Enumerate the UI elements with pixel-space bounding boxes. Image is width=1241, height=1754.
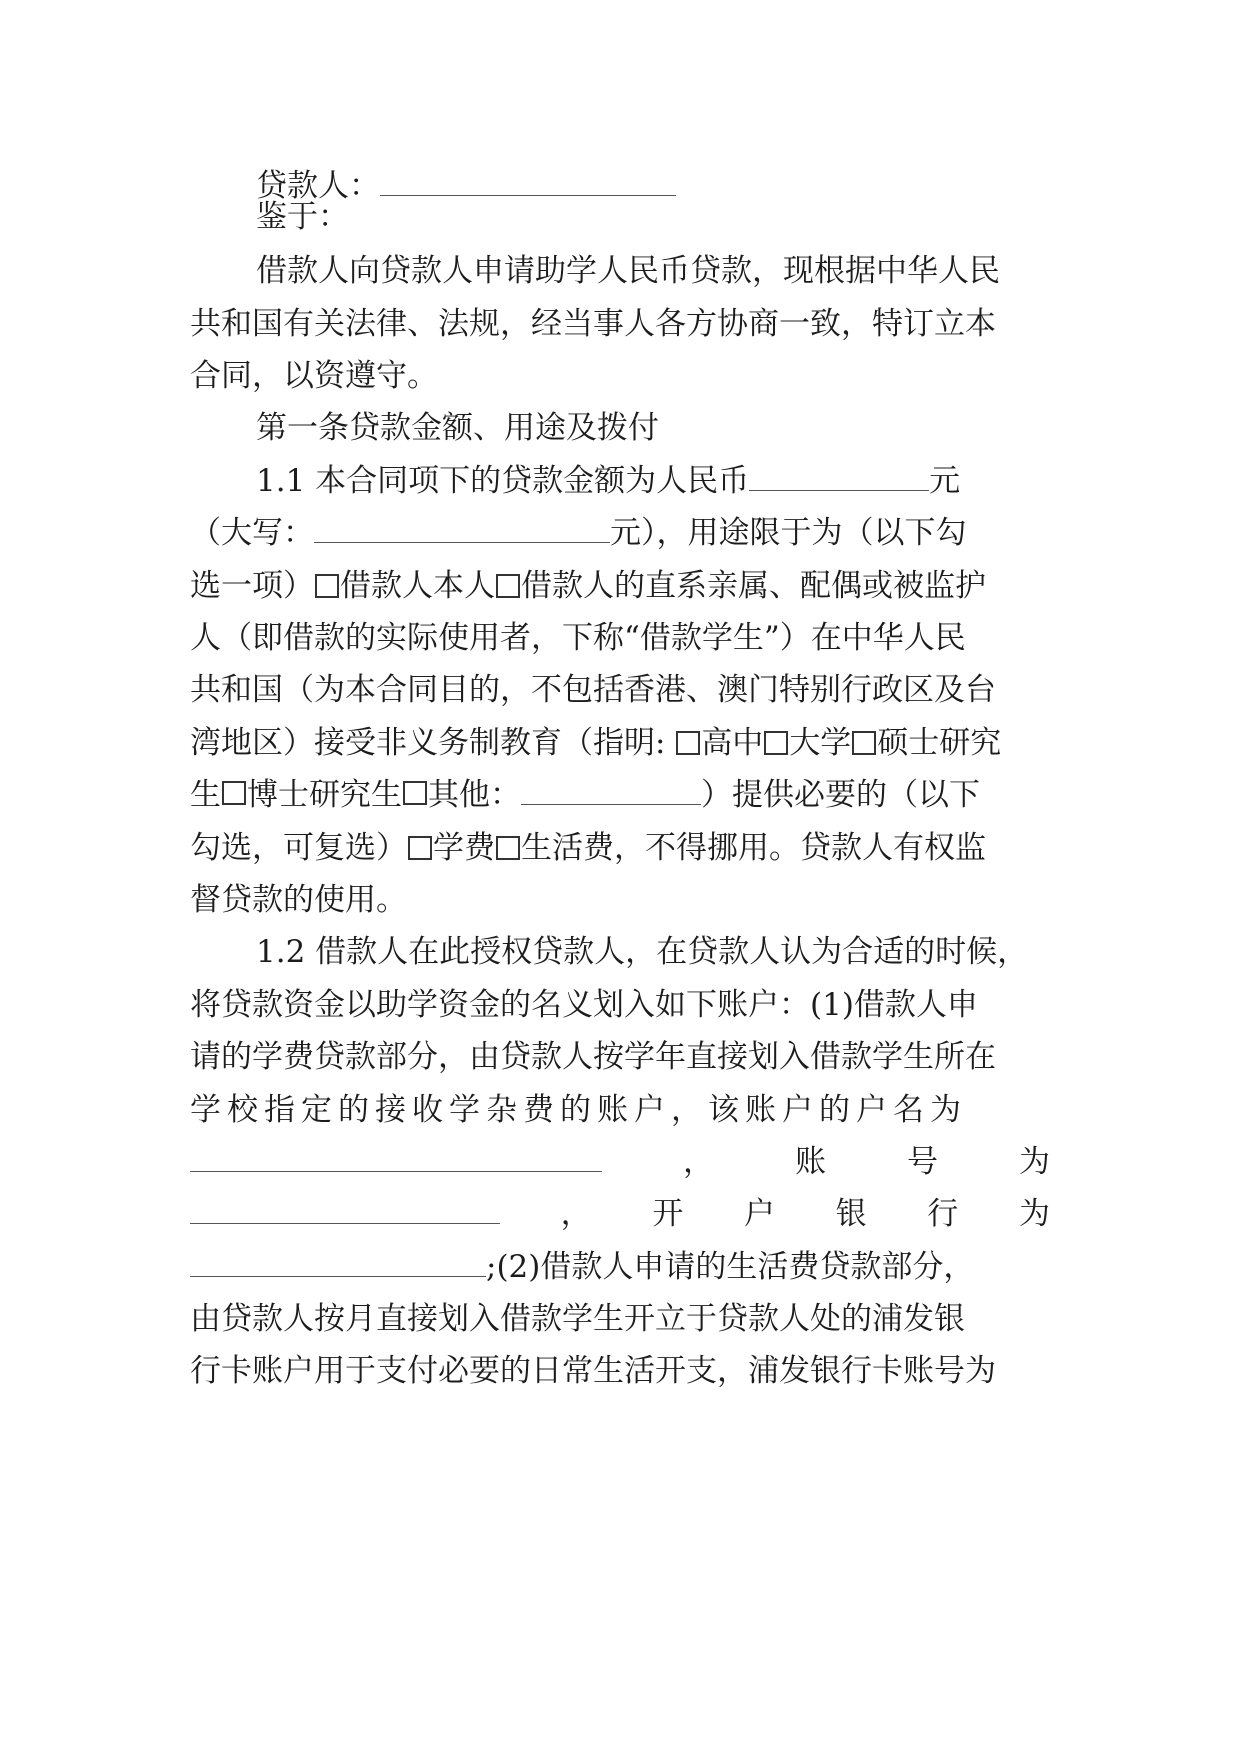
section-1-2-text-a: 1.2 借款人在此授权贷款人，在贷款人认为合适的时候， — [256, 934, 1029, 970]
university-label: 大学 — [789, 725, 852, 761]
section-1-1-text-i: 共和国（为本合同目的，不包括香港、澳门特别行政区及台 — [190, 672, 996, 708]
char-hao: 号 — [907, 1144, 938, 1180]
section-1-1-text-t: 生活费，不得挪用。贷款人有权监 — [521, 830, 986, 866]
section-1-2-text-c: 请的学费贷款部分，由贷款人按学年直接划入借款学生所在 — [190, 1039, 996, 1075]
section-1-1-text-r: 勾选，可复选） — [190, 830, 407, 866]
loan-amount-blank[interactable] — [749, 466, 929, 491]
other-blank[interactable] — [521, 780, 701, 805]
section-1-1-line-8 — [190, 822, 1050, 874]
preamble-line-1 — [190, 245, 1050, 297]
section-1-1-line-7 — [190, 769, 1050, 821]
char-yin: 银 — [835, 1196, 867, 1232]
comma-1: ， — [683, 1144, 714, 1180]
other-label: 其他： — [428, 777, 521, 813]
section-1-2-text-b: 将贷款资金以助学资金的名义划入如下账户：(1)借款人申 — [190, 987, 978, 1023]
section-1-1-line-3 — [190, 560, 1050, 612]
preamble-text-2: 共和国有关法律、法规，经当事人各方协商一致，特订立本 — [190, 306, 996, 342]
account-number-blank[interactable] — [190, 1199, 500, 1224]
section-1-1-text-u: 督贷款的使用。 — [190, 882, 407, 918]
living-expense-checkbox[interactable] — [496, 836, 520, 860]
section-1-1-text-a: 1.1 本合同项下的贷款金额为人民币 — [256, 463, 750, 499]
section-1-2-line-9 — [190, 1345, 1050, 1397]
section-1-2-text-h: 由贷款人按月直接划入借款学生开立于贷款人处的浦发银 — [190, 1301, 965, 1337]
preamble-line-3 — [190, 350, 1050, 402]
section-1-2-line-1 — [190, 926, 1050, 978]
tuition-checkbox[interactable] — [408, 836, 432, 860]
section-1-1-line-2 — [190, 507, 1050, 559]
section-1-1-text-n: 生 — [190, 777, 221, 813]
section-1-2-text-g: ;(2)借款人申请的生活费贷款部分， — [486, 1249, 975, 1285]
section-1-2-line-2 — [190, 979, 1050, 1031]
section-1-1-text-j: 湾地区）接受非义务制教育（指明: — [190, 725, 666, 761]
borrower-relative-checkbox[interactable] — [496, 574, 520, 598]
lender-label: 贷款人： — [256, 168, 380, 204]
char-wei-1: 为 — [1019, 1144, 1050, 1180]
section-1-2-text-d: 学校指定的接收学杂费的账户，该账户的户名为 — [190, 1092, 967, 1128]
section-1-2-line-5 — [190, 1136, 1050, 1188]
master-label: 硕士研究 — [877, 725, 1002, 761]
high-school-label: 高中 — [701, 725, 764, 761]
article-1-title — [190, 402, 1050, 454]
section-1-2-line-3 — [190, 1031, 1050, 1083]
section-1-2-line-4 — [190, 1084, 1050, 1136]
char-hang: 行 — [927, 1196, 959, 1232]
master-checkbox[interactable] — [852, 731, 876, 755]
tuition-label: 学费 — [433, 830, 495, 866]
bank-name-blank[interactable] — [190, 1252, 486, 1277]
other-checkbox[interactable] — [403, 781, 427, 805]
section-1-1-line-1 — [190, 455, 1050, 507]
borrower-self-checkbox[interactable] — [315, 574, 339, 598]
preamble-text-1: 借款人向贷款人申请助学人民币贷款，现根据中华人民 — [256, 253, 1000, 289]
section-1-1-text-d: 元），用途限于为（以下勾 — [610, 515, 967, 551]
section-1-2-text-i: 行卡账户用于支付必要的日常生活开支，浦发银行卡账号为 — [190, 1353, 996, 1389]
account-name-blank[interactable] — [190, 1147, 602, 1172]
section-1-1-text-c: （大写： — [190, 515, 314, 551]
section-1-1-line-5 — [190, 664, 1050, 716]
section-1-1-text-q: ）提供必要的（以下 — [701, 777, 980, 813]
section-1-2-line-7 — [190, 1241, 1050, 1293]
article-1-title-text: 第一条贷款金额、用途及拨付 — [256, 410, 659, 446]
section-1-1-text-h: 人（即借款的实际使用者，下称“借款学生”）在中华人民 — [190, 620, 966, 656]
section-1-2-line-8 — [190, 1293, 1050, 1345]
section-1-1-line-4 — [190, 612, 1050, 664]
section-1-1-line-6 — [190, 717, 1050, 769]
section-1-1-line-9 — [190, 874, 1050, 926]
section-1-1-text-g: 借款人的直系亲属、配偶或被监护 — [521, 568, 986, 604]
whereas-line — [190, 191, 1050, 243]
char-zhang: 账 — [795, 1144, 826, 1180]
section-1-2-line-6 — [190, 1188, 1050, 1240]
whereas-label: 鉴于： — [256, 199, 349, 235]
preamble-text-3: 合同，以资遵守。 — [190, 358, 438, 394]
char-kai: 开 — [652, 1196, 684, 1232]
char-hu: 户 — [743, 1196, 775, 1232]
phd-label: 博士研究生 — [247, 777, 402, 813]
phd-checkbox[interactable] — [222, 781, 246, 805]
preamble-line-2 — [190, 298, 1050, 350]
university-checkbox[interactable] — [764, 731, 788, 755]
section-1-1-text-b: 元 — [929, 463, 961, 499]
comma-2: ， — [560, 1196, 592, 1232]
section-1-1-text-f: 借款人本人 — [340, 568, 495, 604]
high-school-checkbox[interactable] — [676, 731, 700, 755]
section-1-1-text-e: 选一项） — [190, 568, 314, 604]
char-wei-2: 为 — [1018, 1196, 1050, 1232]
loan-amount-words-blank[interactable] — [314, 518, 610, 543]
